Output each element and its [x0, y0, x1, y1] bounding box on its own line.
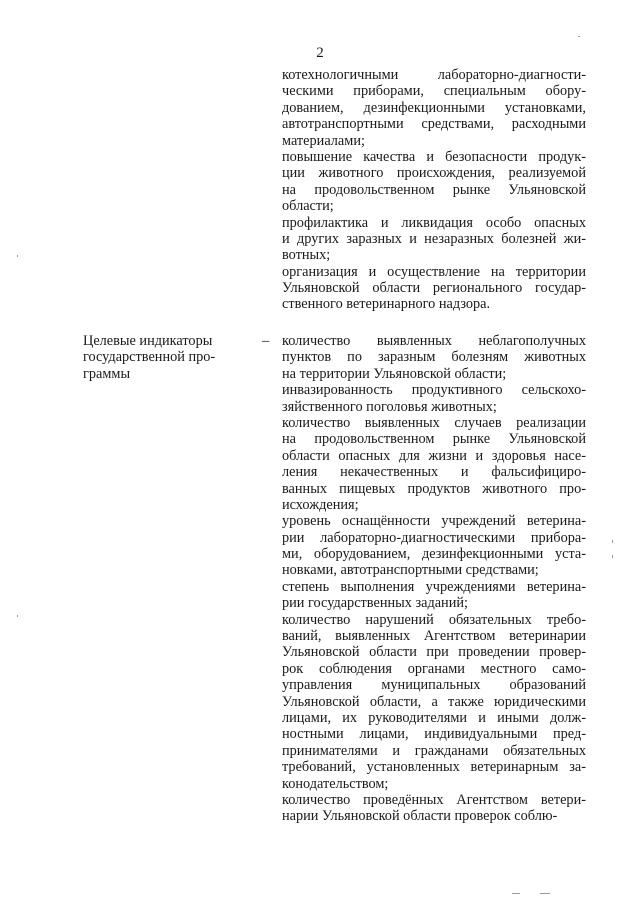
text-line: пунктов по заразным болезням животных [282, 349, 586, 366]
label-line: государственной про- [83, 349, 216, 366]
text-line: профилактика и ликвидация особо опасных [282, 214, 586, 231]
text-line: ления некачественных и фальсифициро- [282, 464, 586, 481]
text-line: количество выявленных неблагополучных [282, 333, 586, 349]
goals-continuation [282, 67, 586, 313]
text-line: нарии Ульяновской области проверок соблю- [282, 808, 558, 825]
text-line: количество проведённых Агентством ветери- [282, 791, 586, 808]
text-line: ции животного происхождения, реализуемой [282, 165, 586, 182]
text-line: и других заразных и незаразных болезней жи- [282, 230, 586, 247]
text-line: области опасных для жизни и здоровья насе- [282, 447, 586, 464]
text-line: автотранспортными средствами, расходными [282, 116, 586, 133]
text-line: новками, автотранспортными средствами; [282, 562, 539, 579]
text-line: рии лабораторно-диагностическими прибора- [282, 529, 586, 546]
text-line: вотных; [282, 247, 331, 264]
text-line: ми, оборудованием, дезинфекционными уста- [282, 546, 586, 563]
text-line: зяйственного поголовья животных; [282, 398, 497, 415]
label-line: граммы [83, 365, 131, 382]
text-line: организация и осуществление на территории [282, 263, 586, 280]
text-line: количество выявленных случаев реализации [282, 414, 586, 431]
text-line: котехнологичными лабораторно-диагности- [282, 67, 586, 83]
scan-speck [612, 540, 613, 543]
text-line: уровень оснащённости учреждений ветерина- [282, 513, 586, 530]
text-line: на продовольственном рынке Ульяновской [282, 181, 586, 198]
text-line: на территории Ульяновской области; [282, 365, 507, 382]
text-line: ванных пищевых продуктов животного про- [282, 480, 586, 497]
scan-speck [512, 893, 520, 894]
text-line: принимателями и гражданами обязательных [282, 742, 586, 759]
text-line: инвазированность продуктивного сельскохо- [282, 382, 586, 399]
label-dash: – [262, 333, 270, 349]
text-line: ностными лицами, индивидуальными пред- [282, 726, 586, 743]
label-line: Целевые индикаторы [83, 333, 213, 349]
text-line: области; [282, 198, 334, 215]
scan-speck [578, 36, 580, 37]
page-number: 2 [316, 45, 324, 61]
scan-speck [17, 255, 18, 257]
text-line: ваний, выявленных Агентством ветеринарии [282, 628, 586, 645]
indicators-list [282, 333, 586, 825]
text-line: ственного ветеринарного надзора. [282, 296, 491, 313]
text-line: повышение качества и безопасности продук- [282, 148, 586, 165]
text-line: материалами; [282, 132, 365, 149]
text-line: на продовольственном рынке Ульяновской [282, 431, 586, 448]
text-line: лицами, их руководителями и иными долж- [282, 709, 586, 726]
text-line: исхождения; [282, 496, 359, 513]
indicators-label [83, 333, 263, 382]
text-line: Ульяновской области при проведении провер- [282, 644, 586, 661]
text-line: Ульяновской области регионального государ- [282, 280, 586, 297]
text-line: Ульяновской области, а также юридическими [282, 693, 586, 710]
text-line: требований, установленных ветеринарным за- [282, 759, 586, 776]
text-line: рок соблюдения органами местного само- [282, 660, 586, 677]
text-line: рии государственных заданий; [282, 595, 468, 612]
text-line: конодательством; [282, 775, 389, 792]
text-line: ческими приборами, специальным обору- [282, 83, 586, 100]
text-line: управления муниципальных образований [282, 677, 586, 694]
scan-speck [17, 615, 18, 617]
text-line: количество нарушений обязательных требо- [282, 611, 586, 628]
scan-speck [540, 893, 550, 894]
text-line: дованием, дезинфекционными установками, [282, 99, 586, 116]
text-line: степень выполнения учреждениями ветерина- [282, 578, 586, 595]
scan-speck [612, 555, 613, 558]
